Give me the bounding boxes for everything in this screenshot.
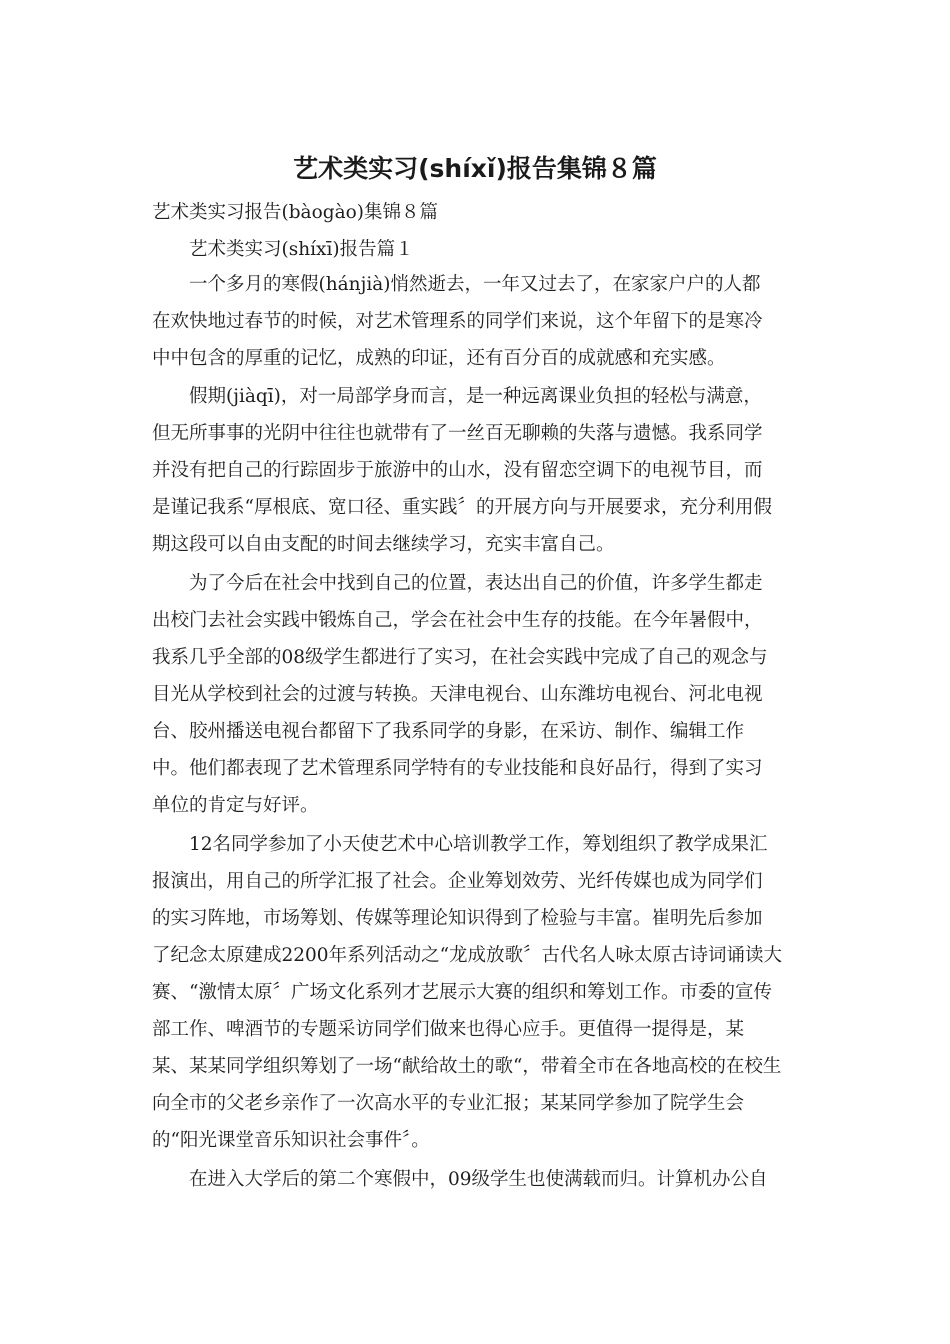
text-line: 是谨记我系“厚根底、宽口径、重实践〞的开展方向与开展要求，充分利用假 xyxy=(152,497,772,518)
text-line: 赛、“激情太原〞广场文化系列才艺展示大赛的组织和筹划工作。市委的宣传 xyxy=(152,982,772,1003)
text-line: 报演出，用自己的所学汇报了社会。企业筹划效劳、光纤传媒也成为同学们 xyxy=(152,871,763,892)
section-heading: 艺术类实习(shíxī)报告篇１ xyxy=(189,239,414,260)
text-line: 假期(jiàqī)，对一局部学身而言，是一种远离课业负担的轻松与满意， xyxy=(189,386,762,407)
text-line: 但无所事事的光阴中往往也就带有了一丝百无聊赖的失落与遗憾。我系同学 xyxy=(152,423,763,444)
text-line: 某、某某同学组织筹划了一场“献给故土的歌“，带着全市在各地高校的在校生 xyxy=(152,1056,782,1077)
text-line: 的“阳光课堂音乐知识社会事件〞。 xyxy=(152,1130,430,1151)
document-subtitle: 艺术类实习报告(bàogào)集锦８篇 xyxy=(152,202,438,223)
text-line: 一个多月的寒假(hánjià)悄然逝去，一年又过去了，在家家户户的人都 xyxy=(189,274,761,295)
text-line: 中。他们都表现了艺术管理系同学特有的专业技能和良好品行，得到了实习 xyxy=(152,758,763,779)
text-line: 向全市的父老乡亲作了一次高水平的专业汇报；某某同学参加了院学生会 xyxy=(152,1093,745,1114)
text-line: 在欢快地过春节的时候，对艺术管理系的同学们来说，这个年留下的是寒冷 xyxy=(152,311,763,332)
text-line: 为了今后在社会中找到自己的位置，表达出自己的价值，许多学生都走 xyxy=(189,573,763,594)
text-line: 在进入大学后的第二个寒假中，09级学生也使满载而归。计算机办公自 xyxy=(189,1169,768,1190)
text-line: 了纪念太原建成2200年系列活动之“龙成放歌〞古代名人咏太原古诗词诵读大 xyxy=(152,945,783,966)
text-line: 台、胶州播送电视台都留下了我系同学的身影，在采访、制作、编辑工作 xyxy=(152,721,745,742)
text-line: 我系几乎全部的08级学生都进行了实习，在社会实践中完成了自己的观念与 xyxy=(152,647,768,668)
text-line: 期这段可以自由支配的时间去继续学习，充实丰富自己。 xyxy=(152,534,615,555)
text-line: 目光从学校到社会的过渡与转换。天津电视台、山东潍坊电视台、河北电视 xyxy=(152,684,763,705)
text-line: 单位的肯定与好评。 xyxy=(152,795,319,816)
text-line: 的实习阵地，市场筹划、传媒等理论知识得到了检验与丰富。崔明先后参加 xyxy=(152,908,763,929)
text-line: 出校门去社会实践中锻炼自己，学会在社会中生存的技能。在今年暑假中， xyxy=(152,610,763,631)
text-line: 部工作、啤酒节的专题采访同学们做来也得心应手。更值得一提得是，某 xyxy=(152,1019,745,1040)
document-title: 艺术类实习(shíxǐ)报告集锦８篇 xyxy=(293,154,657,183)
text-line: 并没有把自己的行踪固步于旅游中的山水，没有留恋空调下的电视节目，而 xyxy=(152,460,763,481)
text-line: 12名同学参加了小天使艺术中心培训教学工作，筹划组织了教学成果汇 xyxy=(189,834,768,855)
text-line: 中中包含的厚重的记忆，成熟的印证，还有百分百的成就感和充实感。 xyxy=(152,348,726,369)
